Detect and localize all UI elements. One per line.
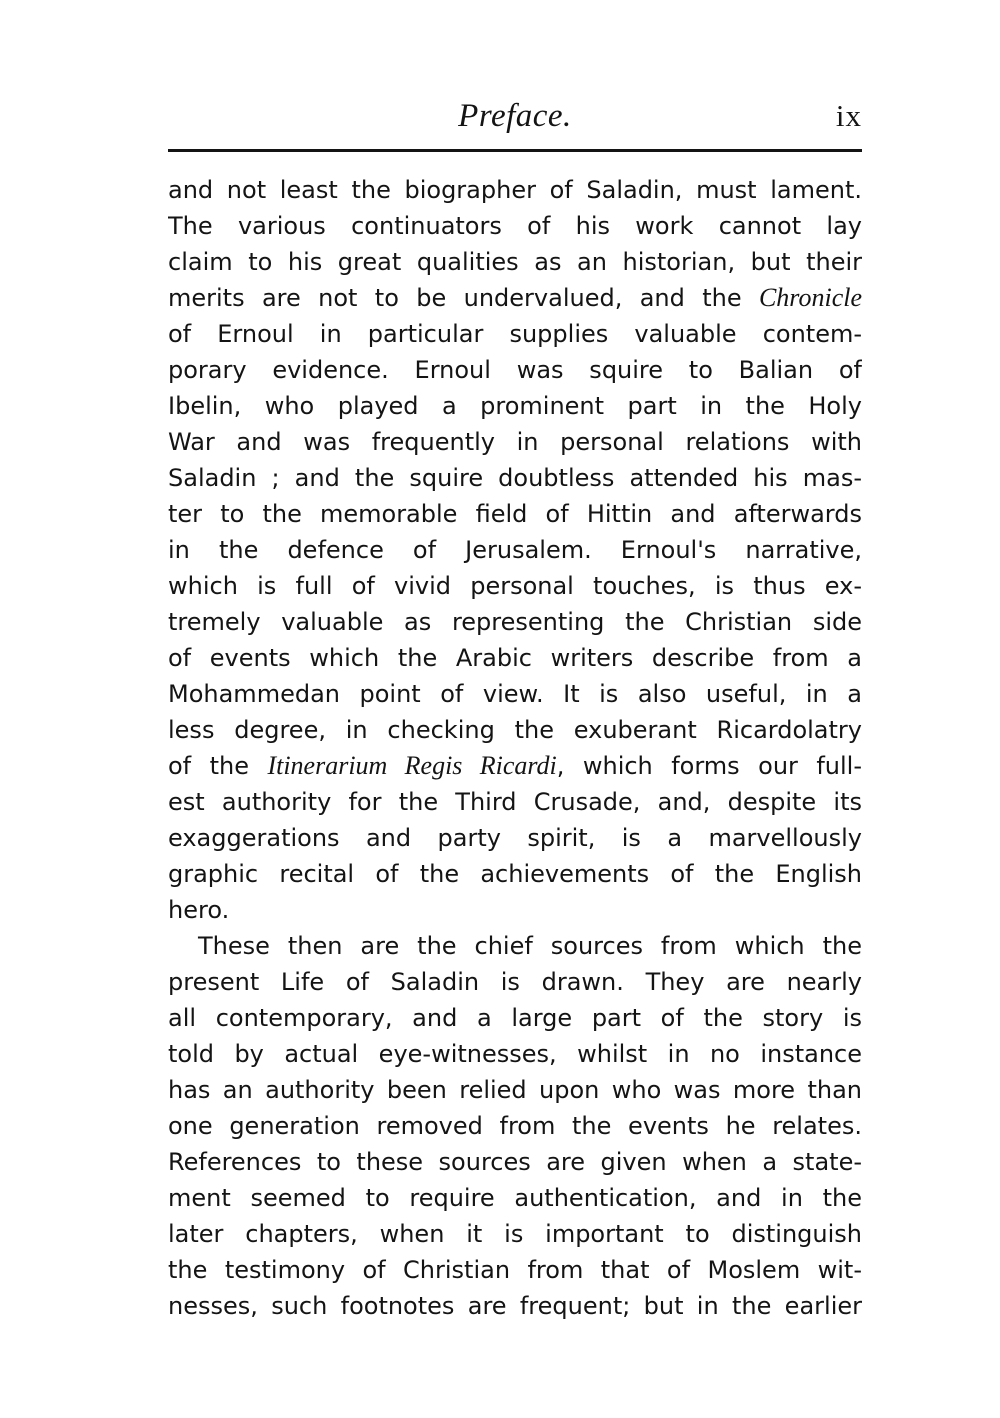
text-line: Saladin ; and the squire doubtless attended his mas- (168, 464, 862, 492)
text-line: tremely valuable as representing the Christian side (168, 608, 862, 636)
text-run: merits are not to be undervalued, and the (168, 284, 759, 312)
text-line: told by actual eye-witnesses, whilst in no instance (168, 1040, 862, 1068)
text-line: and not least the biographer of Saladin, must lament. (168, 176, 862, 204)
text-line: one generation removed from the events he relates. (168, 1112, 862, 1140)
text-line: ment seemed to require authentication, and in the (168, 1184, 862, 1212)
running-head (168, 92, 862, 140)
text-line: the testimony of Christian from that of Moslem wit- (168, 1256, 862, 1284)
text-line: War and was frequently in personal relations with (168, 428, 862, 456)
text-line: nesses, such footnotes are frequent; but in the earlier (168, 1292, 862, 1320)
text-line: all contemporary, and a large part of the story is (168, 1004, 862, 1032)
header-rule (168, 149, 862, 152)
paragraph (168, 172, 862, 928)
text-line: of events which the Arabic writers describe from a (168, 644, 862, 672)
text-line: later chapters, when it is important to distinguish (168, 1220, 862, 1248)
paragraph (168, 928, 862, 1324)
text-line: present Life of Saladin is drawn. They are nearly (168, 968, 862, 996)
text-line: hero. (168, 896, 230, 924)
text-line: porary evidence. Ernoul was squire to Balian of (168, 356, 862, 384)
page-number: ix (835, 98, 862, 133)
text-line: ter to the memorable field of Hittin and afterwards (168, 500, 862, 528)
text-line: has an authority been relied upon who was more than (168, 1076, 862, 1104)
text-line: Mohammedan point of view. It is also useful, in a (168, 680, 862, 708)
italic-title: Itinerarium Regis Ricardi (267, 751, 557, 780)
text-line: claim to his great qualities as an historian, but their (168, 248, 862, 276)
text-run: , which forms our full- (556, 752, 862, 780)
text-line: which is full of vivid personal touches, is thus ex- (168, 572, 862, 600)
text-line: of Ernoul in particular supplies valuable contem- (168, 320, 862, 348)
text-line: less degree, in checking the exuberant Ricardolatry (168, 716, 862, 744)
text-line: graphic recital of the achievements of the English (168, 860, 862, 888)
text-line: These then are the chief sources from which the (198, 932, 862, 960)
text-line: References to these sources are given when a state- (168, 1148, 862, 1176)
text-line: exaggerations and party spirit, is a marvellously (168, 824, 862, 852)
running-title: Preface. (458, 98, 572, 134)
text-line: est authority for the Third Crusade, and, despite its (168, 788, 862, 816)
text-line (168, 280, 862, 316)
body-text (168, 172, 862, 1324)
text-line: in the defence of Jerusalem. Ernoul's narrative, (168, 536, 862, 564)
text-line: Ibelin, who played a prominent part in the Holy (168, 392, 862, 420)
text-line (168, 748, 862, 784)
text-line: The various continuators of his work cannot lay (168, 212, 862, 240)
italic-title: Chronicle (758, 283, 862, 312)
text-run: of the (168, 752, 268, 780)
